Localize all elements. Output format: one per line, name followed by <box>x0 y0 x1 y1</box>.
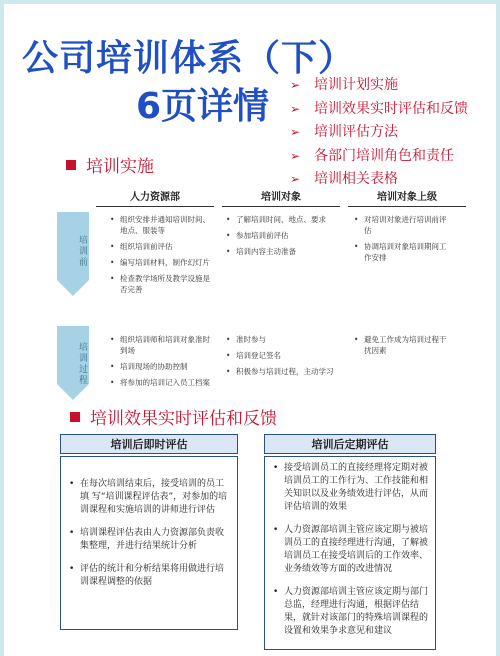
trainee-list-during: • 准时参与 • 培训登记签名 • 积极参与培训过程，主动学习 <box>224 334 334 382</box>
arrow-bullet-icon: ➢ <box>290 101 301 116</box>
superior-list-before: • 对培训对象进行培训前评估 • 协调培训对象培训期间工作安排 <box>352 214 452 268</box>
section2-heading: 培训效果实时评估和反馈 <box>70 404 277 429</box>
toc-item: ➢ 培训计划实施 <box>290 74 468 98</box>
left-panel-list <box>68 478 230 599</box>
hr-list-before: • 组织安排并通知培训时间、地点、服装等 • 组织培训前评估 • 编写培训材料，制作幻灯片 • 检查教学场所及教学设施是否完善 <box>108 214 216 300</box>
list-item: • 培训课程评估表由人力资源部负责收集整理，并进行结果统计分析 <box>68 527 230 553</box>
right-panel-list <box>272 462 430 648</box>
section1-heading: 培训实施 <box>66 152 154 177</box>
column-header-hr: 人力资源部 <box>96 188 214 207</box>
arrow-bullet-icon: ➢ <box>290 125 301 139</box>
title-line2: 6页详情 <box>136 86 270 127</box>
toc-item: ➢ 培训效果实时评估和反馈 <box>290 98 468 122</box>
hr-list-during: • 组织培训师和培训对象准时到场 • 培训现场的协助控制 • 将参加的培训记入员工档案 <box>108 334 216 393</box>
phase-arrow-before <box>57 212 89 280</box>
arrow-bullet-icon: ➢ <box>290 148 301 163</box>
title-line1: 公司培训体系（下） <box>22 38 356 79</box>
column-header-superior: 培训对象上级 <box>348 188 466 207</box>
square-bullet-icon <box>70 412 80 422</box>
right-panel-header: 培训后定期评估 <box>264 434 436 454</box>
list-item: • 评估的统计和分析结果将用做进行培训课程调整的依据 <box>68 563 230 589</box>
toc-item: ➢ 培训评估方法 <box>290 121 468 145</box>
toc-list <box>290 74 468 192</box>
list-item: • 接受培训员工的直接经理将定期对被培训员工的工作行为、工作技能和相关知识以及业务绩效进行评估，从而评估培训的效果 <box>272 462 430 514</box>
arrow-bullet-icon: ➢ <box>290 78 301 92</box>
square-bullet-icon <box>66 160 76 170</box>
list-item: • 人力资源部培训主管应该定期与部门总监，经理进行沟通，根据评估结果，就针对该部门的特殊培训课程的设置和效果争求意见和建议 <box>272 586 430 638</box>
toc-item: ➢ 培训相关表格 <box>290 168 468 192</box>
left-panel-header: 培训后即时评估 <box>60 434 238 454</box>
superior-list-during: • 避免工作成为培训过程干扰因素 <box>352 334 452 361</box>
arrow-bullet-icon: ➢ <box>290 172 301 186</box>
phase-label: 培训前 <box>77 234 87 268</box>
list-item: • 在每次培训结束后，接受培训的员工填 写“培训课程评估表”，对参加的培训课程和实施培训的讲师进行评估 <box>68 478 230 517</box>
phase-label: 培训过程 <box>77 342 87 386</box>
column-header-trainee: 培训对象 <box>222 188 340 207</box>
toc-item: ➢ 各部门培训角色和责任 <box>290 145 468 169</box>
trainee-list-before: • 了解培训时间、地点、要求 • 参加培训前评估 • 培训内容主动准备 <box>224 214 334 262</box>
phase-arrow-during <box>57 326 89 384</box>
list-item: • 人力资源部培训主管应该定期与被培训员工的直接经理进行沟通，了解被培训员工在接受培训后的工作效率、业务绩效等方面的改进情况 <box>272 524 430 576</box>
